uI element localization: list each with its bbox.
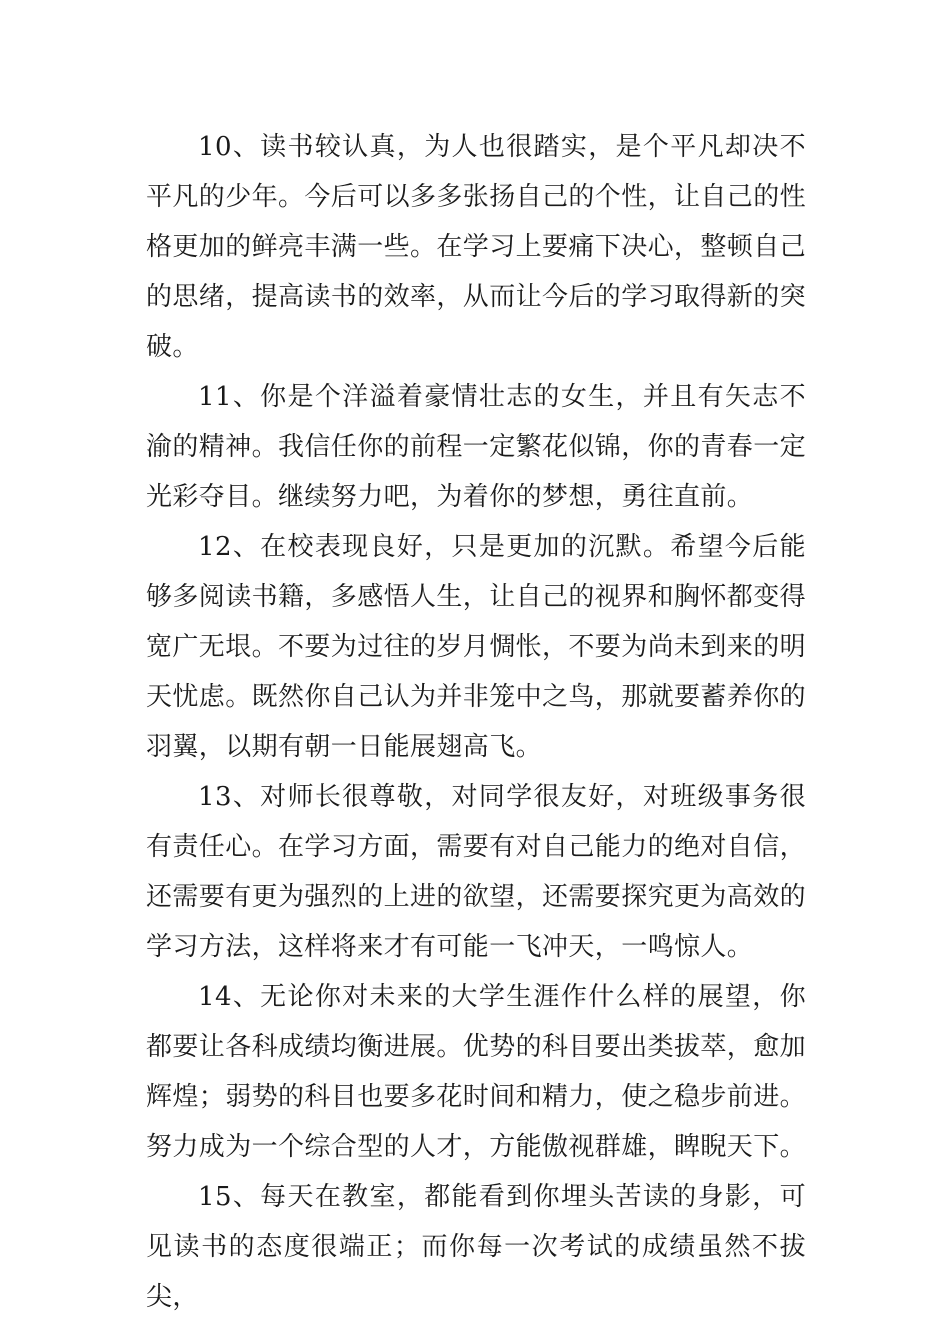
- comment-paragraph-11: 11、你是个洋溢着豪情壮志的女生，并且有矢志不渝的精神。我信任你的前程一定繁花似锦，你的青春一定光彩夺目。继续努力吧，为着你的梦想，勇往直前。: [146, 382, 807, 512]
- comment-paragraph-15: 15、每天在教室，都能看到你埋头苦读的身影，可见读书的态度很端正；而你每一次考试的成绩虽然不拔尖，: [146, 1182, 806, 1312]
- comment-paragraph-13: 13、对师长很尊敬，对同学很友好，对班级事务很有责任心。在学习方面，需要有对自己能力的绝对自信，还需要有更为强烈的上进的欲望，还需要探究更为高效的学习方法，这样将来才有可能一飞冲天，一鸣惊人。: [146, 782, 807, 962]
- comment-paragraph-14: 14、无论你对未来的大学生涯作什么样的展望，你都要让各科成绩均衡进展。优势的科目要出类拔萃，愈加辉煌；弱势的科目也要多花时间和精力，使之稳步前进。努力成为一个综合型的人才，方能傲视群雄，睥睨天下。: [146, 982, 807, 1162]
- comment-paragraph-10: 10、读书较认真，为人也很踏实，是个平凡却决不平凡的少年。今后可以多多张扬自己的个性，让自己的性格更加的鲜亮丰满一些。在学习上要痛下决心，整顿自己的思绪，提高读书的效率，从而让今后的学习取得新的突破。: [146, 132, 807, 362]
- document-body: [146, 122, 806, 1322]
- comment-paragraph-12: 12、在校表现良好，只是更加的沉默。希望今后能够多阅读书籍，多感悟人生，让自己的视界和胸怀都变得宽广无垠。不要为过往的岁月惆怅，不要为尚未到来的明天忧虑。既然你自己认为并非笼中之鸟，那就要蓄养你的羽翼，以期有朝一日能展翅高飞。: [146, 532, 807, 762]
